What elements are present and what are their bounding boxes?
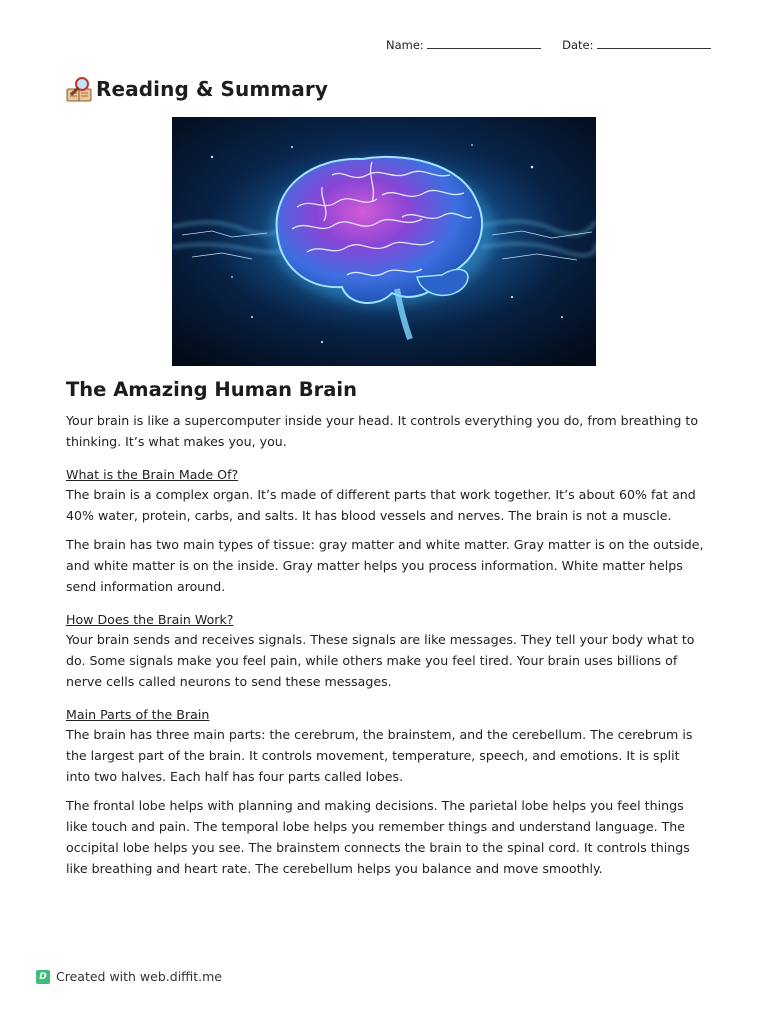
worksheet-fields: [386, 38, 711, 52]
section-heading: What is the Brain Made Of?: [66, 467, 239, 482]
date-field[interactable]: [597, 38, 711, 49]
intro-paragraph: Your brain is like a supercomputer inside your head. It controls everything you do, from breathing to thinking. It’s what makes you, you.: [66, 413, 699, 449]
footer-credit[interactable]: Created with web.diffit.me: [56, 969, 222, 984]
section-paragraph: The brain has two main types of tissue: gray matter and white matter. Gray matter is on the outside, and white matter is on the inside. Gray matter helps you process information. White matter helps send information around.: [66, 537, 704, 594]
name-field[interactable]: [427, 38, 541, 49]
section-paragraph: The brain has three main parts: the cerebrum, the brainstem, and the cerebellum. The cerebrum is the largest part of the brain. It controls movement, temperature, speech, and emotions. It is split into two halves. Each half has four parts called lobes.: [66, 727, 693, 784]
name-label: Name:: [386, 38, 424, 52]
section-heading: Main Parts of the Brain: [66, 707, 210, 722]
footer: [36, 969, 222, 984]
section-paragraph: Your brain sends and receives signals. These signals are like messages. They tell your body what to do. Some signals make you feel pain, while others make you feel tired. Your brain uses billions of nerve cells called neurons to send these messages.: [66, 632, 695, 689]
article: [66, 378, 706, 887]
section-header: [64, 74, 328, 104]
page-title: Reading & Summary: [96, 77, 328, 101]
section-paragraph: The frontal lobe helps with planning and making decisions. The parietal lobe helps you feel things like touch and pain. The temporal lobe helps you remember things and understand language. The occipital lobe helps you see. The brainstem connects the brain to the spinal cord. It controls things like breathing and heart rate. The cerebellum helps you balance and move smoothly.: [66, 798, 690, 876]
magnifier-book-icon: [64, 74, 94, 104]
section-paragraph: The brain is a complex organ. It’s made of different parts that work together. It’s about 60% fat and 40% water, protein, carbs, and salts. It has blood vessels and nerves. The brain is not a muscle.: [66, 487, 696, 523]
article-title: The Amazing Human Brain: [66, 378, 357, 401]
section-heading: How Does the Brain Work?: [66, 612, 234, 627]
brain-image: [172, 117, 596, 366]
date-label: Date:: [562, 38, 594, 52]
diffit-logo-icon: D: [36, 970, 50, 984]
